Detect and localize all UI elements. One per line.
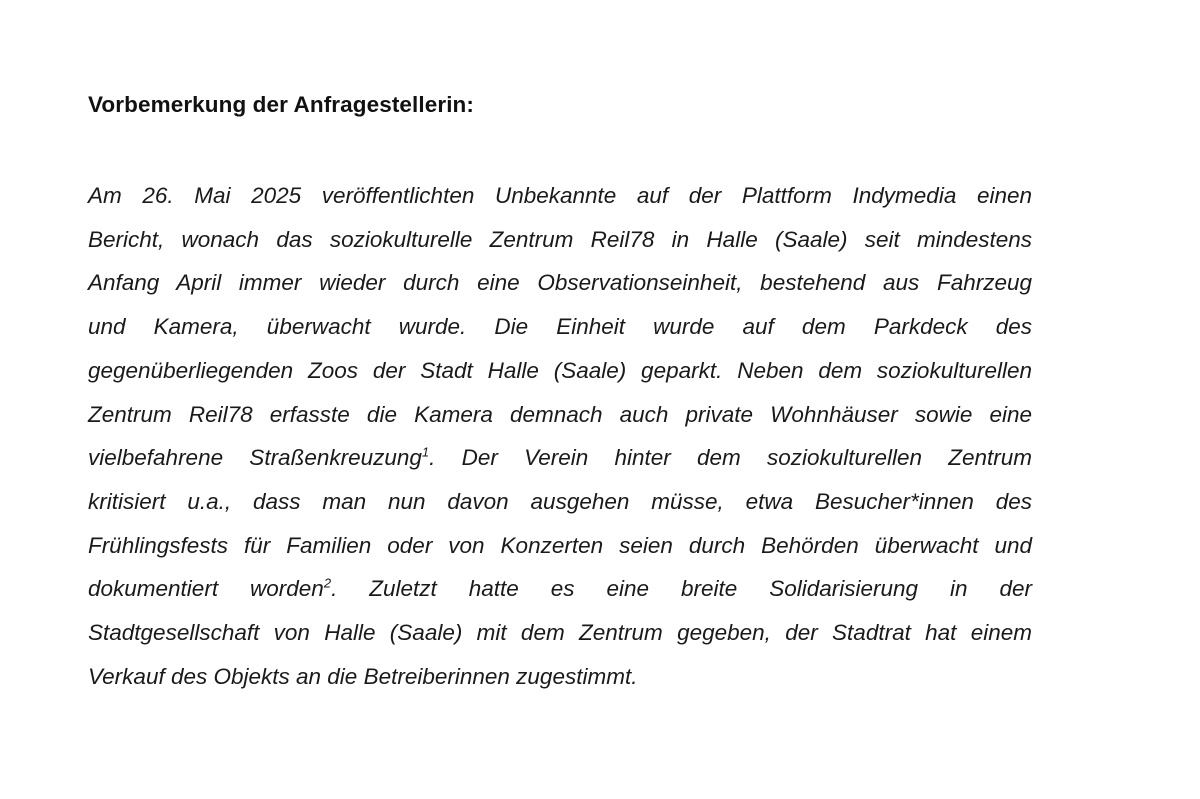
line-text: und Kamera, überwacht wurde. Die Einheit wurde auf dem Parkdeck des xyxy=(88,314,1032,340)
line-text: Am 26. Mai 2025 veröffentlichten Unbekannte auf der Plattform Indymedia einen xyxy=(88,183,1032,208)
paragraph-line xyxy=(88,393,1032,437)
line-text: vielbefahrene Straßenkreuzung xyxy=(88,445,422,471)
line-text: . Der Verein hinter dem soziokulturellen Zentrum xyxy=(429,445,1033,471)
line-text: . Zuletzt hatte es eine breite Solidarisierung in der xyxy=(331,576,1033,602)
line-text: Zentrum Reil78 erfasste die Kamera demnach auch private Wohnhäuser sowie eine xyxy=(88,401,1033,427)
line-text: gegenüberliegenden Zoos der Stadt Halle (Saale) geparkt. Neben dem soziokulturellen xyxy=(88,357,1033,383)
line-text: Frühlingsfests für Familien oder von Konzerten seien durch Behörden überwacht und xyxy=(88,532,1033,558)
paragraph-line xyxy=(88,349,1032,393)
line-text: Verkauf des Objekts an die Betreiberinnen zugestimmt. xyxy=(88,663,638,689)
paragraph-line xyxy=(88,261,1032,305)
footnote-marker[interactable]: 2 xyxy=(323,575,332,591)
line-text: Bericht, wonach das soziokulturelle Zentrum Reil78 in Halle (Saale) seit mindestens xyxy=(88,226,1033,252)
line-text: kritisiert u.a., dass man nun davon ausgehen müsse, etwa Besucher*innen des xyxy=(88,488,1032,514)
paragraph-line xyxy=(88,436,1032,480)
paragraph-line xyxy=(88,655,1032,699)
paragraph-line xyxy=(88,524,1032,568)
preliminary-remark-paragraph xyxy=(88,174,1032,698)
line-text: Anfang April immer wieder durch eine Observationseinheit, bestehend aus Fahrzeug xyxy=(88,270,1033,296)
section-heading: Vorbemerkung der Anfragestellerin: xyxy=(88,92,474,117)
paragraph-line xyxy=(88,218,1032,262)
footnote-marker[interactable]: 1 xyxy=(421,444,430,460)
paragraph-line xyxy=(88,305,1032,349)
line-text: dokumentiert worden xyxy=(88,576,324,602)
paragraph-line xyxy=(88,611,1032,655)
paragraph-line xyxy=(88,567,1032,611)
paragraph-line xyxy=(88,174,1032,218)
line-text: Stadtgesellschaft von Halle (Saale) mit dem Zentrum gegeben, der Stadtrat hat einem xyxy=(88,620,1033,646)
paragraph-line xyxy=(88,480,1032,524)
